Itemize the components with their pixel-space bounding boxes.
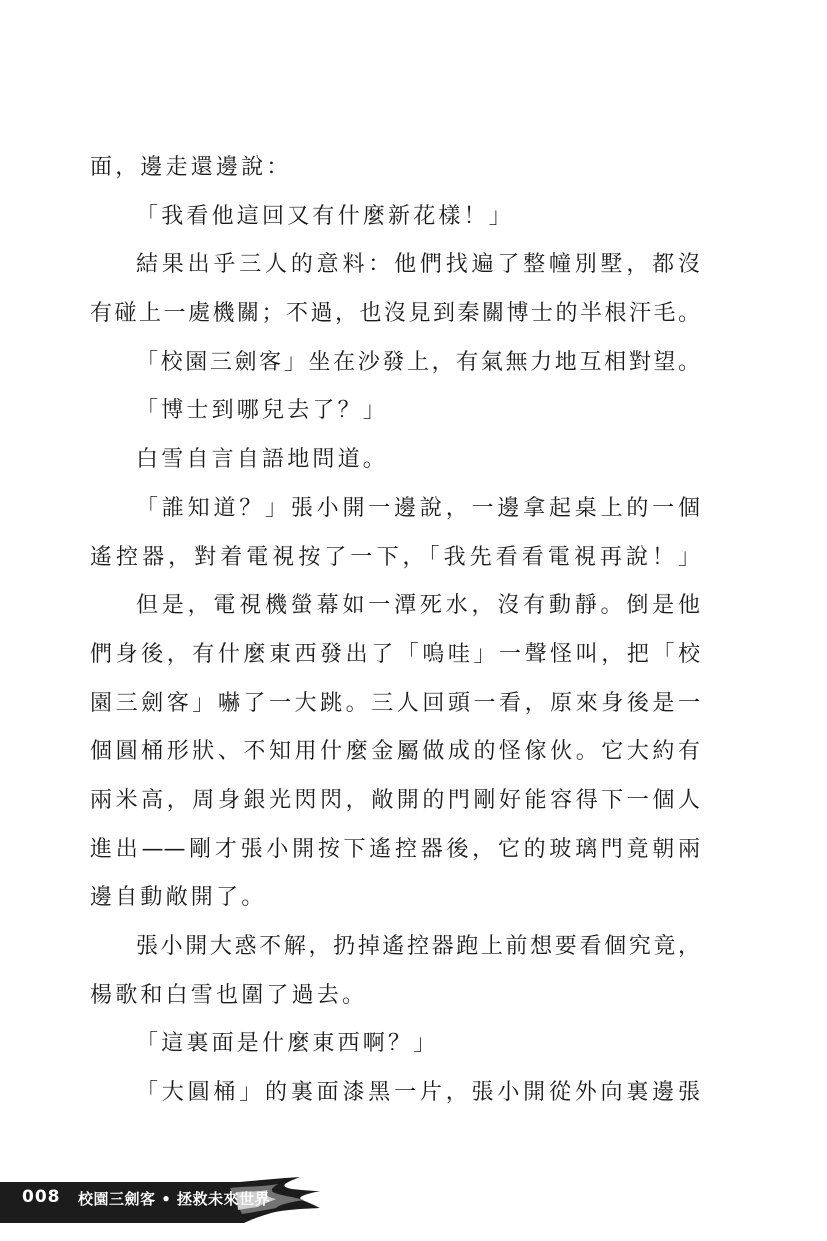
text-line: 「誰知道？」張小開一邊說，一邊拿起桌上的一個 <box>136 495 700 521</box>
text-line: 張小開大惑不解，扔掉遙控器跑上前想要看個究竟， <box>136 934 700 959</box>
body-text <box>90 144 700 1118</box>
text-line: 「大圓桶」的裏面漆黑一片，張小開從外向裏邊張 <box>136 1080 700 1106</box>
page-footer <box>0 1176 330 1224</box>
text-line: 「我看他這回又有什麼新花樣！」 <box>136 203 515 229</box>
text-line: 有碰上一處機關；不過，也沒見到秦關博士的半根汗毛。 <box>90 301 700 327</box>
text-line: 但是，電視機螢幕如一潭死水，沒有動靜。倒是他 <box>136 593 700 619</box>
text-line: 面，邊走還邊說： <box>90 155 292 180</box>
text-line: 邊自動敞開了。 <box>90 885 267 911</box>
text-line: 遙控器，對着電視按了一下，「我先看看電視再說！」 <box>90 544 700 570</box>
text-line: 進出——剛才張小開按下遙控器後，它的玻璃門竟朝兩 <box>90 836 700 862</box>
text-line: 楊歌和白雪也圍了過去。 <box>90 982 368 1008</box>
text-line: 園三劍客」嚇了一大跳。三人回頭一看，原來身後是一 <box>90 690 700 716</box>
text-line: 結果出乎三人的意料：他們找遍了整幢別墅，都沒 <box>136 252 700 278</box>
text-line: 個圓桶形狀、不知用什麼金屬做成的怪傢伙。它大約有 <box>90 739 700 765</box>
text-line: 「博士到哪兒去了？」 <box>136 398 389 424</box>
book-title: 校園三劍客 • 拯救未來世界 <box>78 1190 271 1208</box>
text-line: 白雪自言自語地問道。 <box>136 447 389 473</box>
text-line: 兩米高，周身銀光閃閃，敞開的門剛好能容得下一個人 <box>90 787 700 813</box>
text-line: 「校園三劍客」坐在沙發上，有氣無力地互相對望。 <box>136 349 700 375</box>
page-number: 008 <box>22 1187 61 1207</box>
text-line: 「這裏面是什麼東西啊？」 <box>136 1031 439 1057</box>
text-line: 們身後，有什麼東西發出了「嗚哇」一聲怪叫，把「校 <box>90 641 700 667</box>
